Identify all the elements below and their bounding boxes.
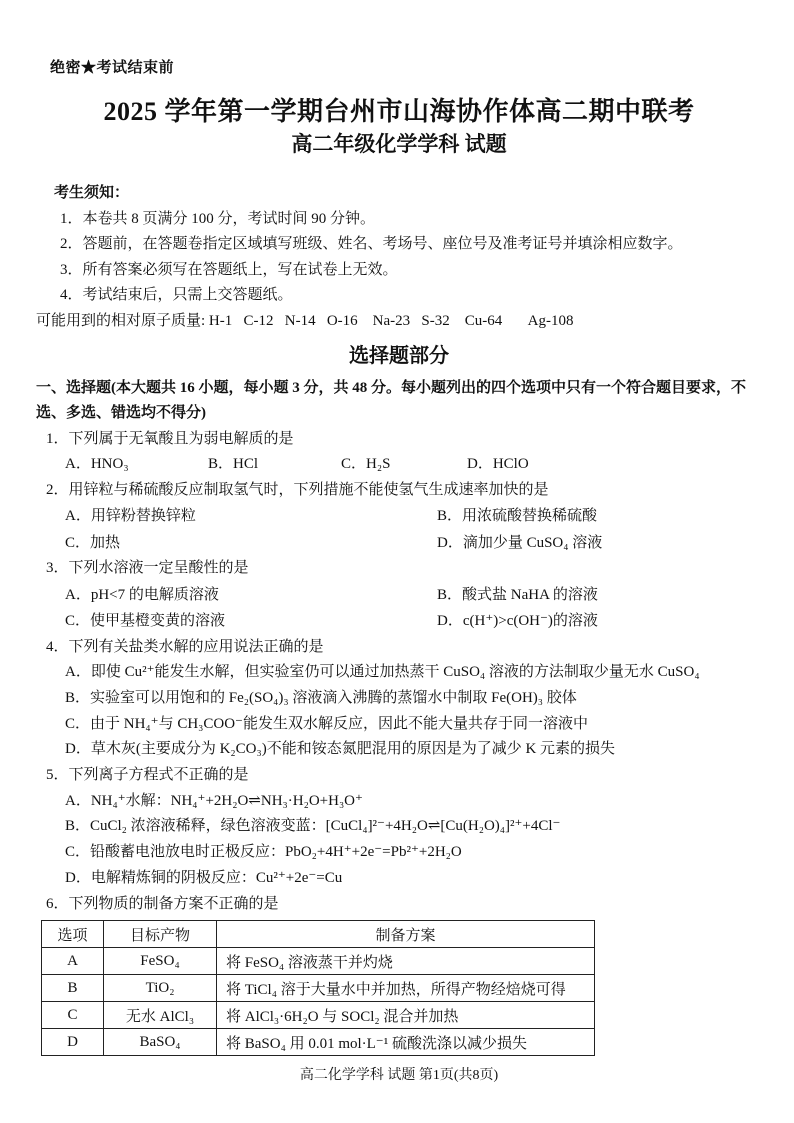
table-header-plan: 制备方案 (217, 921, 595, 948)
exam-subtitle: 高二年级化学学科 试题 (291, 132, 507, 156)
table-header-product: 目标产物 (104, 921, 217, 948)
notice-item-2: 2．答题前，在答题卷指定区域填写班级、姓名、考场号、座位号及准考证号并填涂相应数字。 (60, 236, 683, 252)
option-c: C．使甲基橙变黄的溶液 (65, 613, 226, 629)
table-header-row (42, 921, 595, 948)
table-cell-plan: 将 TiCl₄ 溶于大量水中并加热，所得产物经焙烧可得 (217, 975, 595, 1002)
option-b: B．HCl (208, 456, 259, 472)
question-1 (36, 427, 762, 478)
option-c: C．H₂S (341, 456, 391, 472)
option-a: A．HNO₃ (65, 456, 129, 472)
option-d: D．HClO (467, 456, 529, 472)
option-a: A．pH<7 的电解质溶液 (65, 586, 219, 603)
question-stem: 3．下列水溶液一定呈酸性的是 (46, 560, 249, 576)
question-stem: 1．下列属于无氧酸且为弱电解质的是 (46, 430, 294, 447)
notice-item-3: 3．所有答案必须写在答题纸上，写在试卷上无效。 (60, 261, 398, 278)
candidate-notice (36, 181, 762, 309)
table-cell-product: TiO₂ (104, 975, 217, 1002)
option-d: D．滴加少量 CuSO₄ 溶液 (437, 534, 603, 551)
preparation-table (41, 920, 595, 1056)
option-b: B．酸式盐 NaHA 的溶液 (437, 586, 598, 603)
table-cell-option: C (42, 1002, 104, 1029)
table-cell-option: B (42, 975, 104, 1002)
question-stem: 4．下列有关盐类水解的应用说法正确的是 (46, 638, 324, 655)
table-cell-plan: 将 BaSO₄ 用 0.01 mol·L⁻¹ 硫酸洗涤以减少损失 (217, 1029, 595, 1056)
option-b: B．实验室可以用饱和的 Fe₂(SO₄)₃ 溶液滴入沸腾的蒸馏水中制取 Fe(OH)₃ 胶体 (65, 689, 577, 706)
security-classification: 绝密★考试结束前 (50, 60, 175, 76)
table-cell-product: BaSO₄ (104, 1029, 217, 1056)
option-b: B．CuCl₂ 浓溶液稀释，绿色溶液变蓝：[CuCl₄]²⁻+4H₂O⇌[Cu(H₂O)₄]²⁺+4Cl⁻ (65, 818, 561, 835)
option-d: D．草木灰(主要成分为 K₂CO₃)不能和铵态氮肥混用的原因是为了减少 K 元素的损失 (65, 741, 616, 758)
option-d: D．c(H⁺)>c(OH⁻)的溶液 (437, 613, 598, 629)
option-grid (36, 503, 762, 556)
notice-heading: 考生须知： (54, 185, 130, 201)
question-6 (36, 892, 762, 1057)
table-cell-plan: 将 FeSO₄ 溶液蒸干并灼烧 (217, 948, 595, 975)
table-row-d (42, 1029, 595, 1056)
table-cell-plan: 将 AlCl₃·6H₂O 与 SOCl₂ 混合并加热 (217, 1002, 595, 1029)
table-cell-option: D (42, 1029, 104, 1056)
option-a: A．即使 Cu²⁺能发生水解，但实验室仍可以通过加热蒸干 CuSO₄ 溶液的方法制取少量无水 CuSO₄ (65, 664, 700, 680)
notice-item-4: 4．考试结束后，只需上交答题纸。 (60, 287, 293, 303)
option-a: A．NH₄⁺水解：NH₄⁺+2H₂O⇌NH₃·H₂O+H₃O⁺ (65, 792, 363, 809)
question-4 (36, 635, 762, 764)
atomic-mass-line: 可能用到的相对原子质量: H-1 C-12 N-14 O-16 Na-23 S-32 Cu-64 Ag-108 (36, 312, 574, 329)
option-b: B．用浓硫酸替换稀硫酸 (437, 508, 598, 524)
option-a: A．用锌粉替换锌粒 (65, 508, 196, 524)
section-heading: 选择题部分 (349, 344, 449, 367)
question-5 (36, 763, 762, 892)
section-intro: 一、选择题(本大题共 16 小题，每小题 3 分，共 48 分。每小题列出的四个选项中只有一个符合题目要求，不选、多选、错选均不得分) (36, 379, 746, 421)
option-c: C．由于 NH₄⁺与 CH₃COO⁻能发生双水解反应，因此不能大量共存于同一溶液中 (65, 715, 588, 732)
option-c: C．加热 (65, 534, 121, 551)
table-row-b (42, 975, 595, 1002)
table-header-option: 选项 (42, 921, 104, 948)
question-3 (36, 556, 762, 635)
notice-item-1: 1．本卷共 8 页满分 100 分，考试时间 90 分钟。 (60, 210, 376, 227)
option-d: D．电解精炼铜的阴极反应：Cu²⁺+2e⁻=Cu (65, 870, 343, 887)
question-stem: 2．用锌粒与稀硫酸反应制取氢气时，下列措施不能使氢气生成速率加快的是 (46, 481, 549, 498)
table-row-a (42, 948, 595, 975)
page-footer: 高二化学学科 试题 第1页(共8页) (299, 1068, 499, 1084)
question-stem: 5．下列离子方程式不正确的是 (46, 767, 249, 784)
table-cell-option: A (42, 948, 104, 975)
option-row (36, 452, 762, 478)
table-row-c (42, 1002, 595, 1029)
table-cell-product: FeSO₄ (104, 948, 217, 975)
exam-title: 2025 学年第一学期台州市山海协作体高二期中联考 (103, 97, 695, 126)
option-grid (36, 582, 762, 635)
table-cell-product: 无水 AlCl₃ (104, 1002, 217, 1029)
option-c: C．铅酸蓄电池放电时正极反应：PbO₂+4H⁺+2e⁻=Pb²⁺+2H₂O (65, 844, 462, 861)
question-stem: 6．下列物质的制备方案不正确的是 (46, 895, 279, 912)
question-2 (36, 478, 762, 557)
